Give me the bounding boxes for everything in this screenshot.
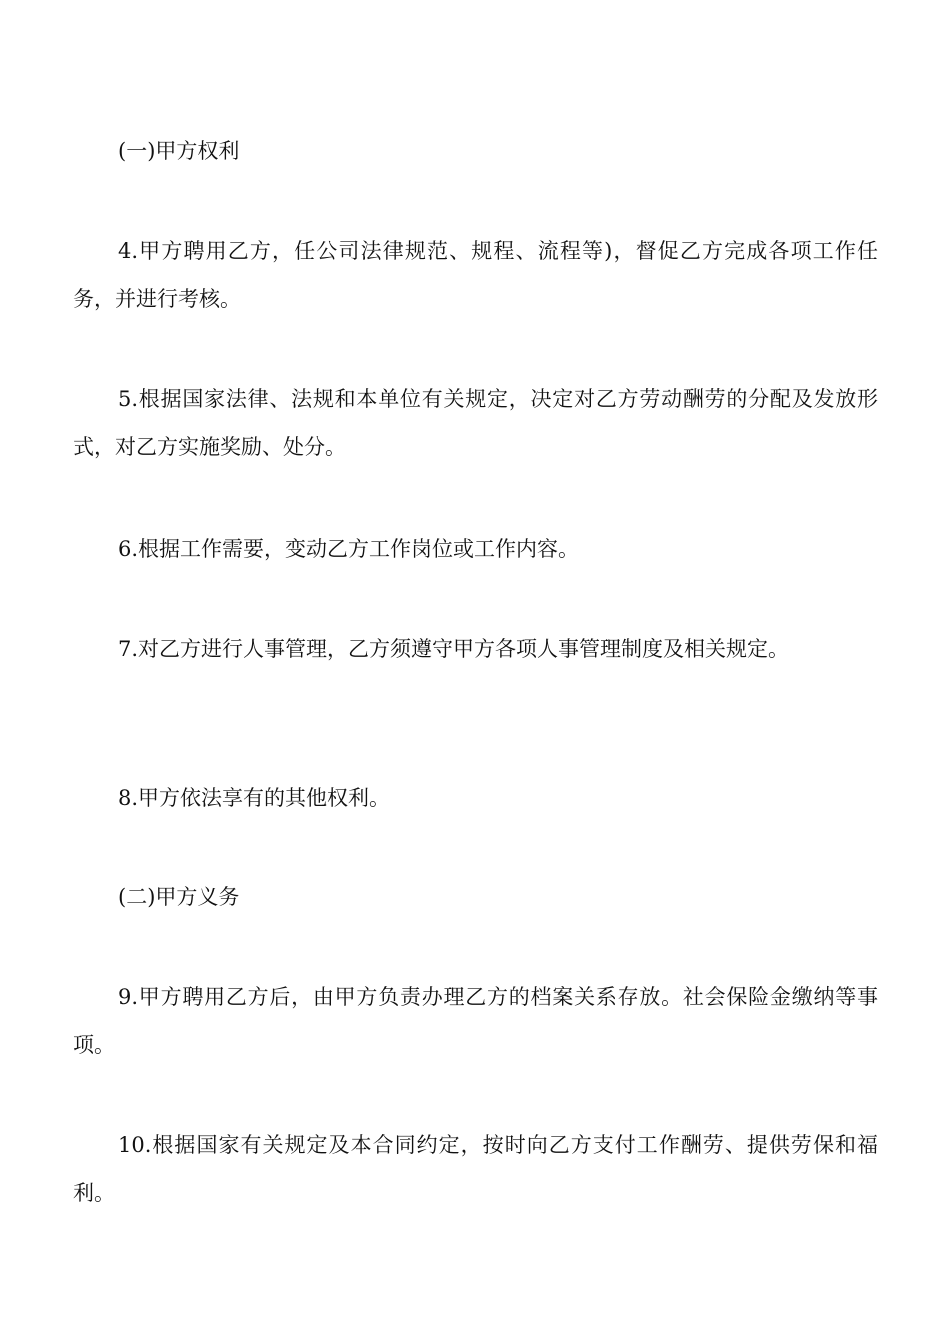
section-heading-obligations: (二)甲方义务 bbox=[118, 885, 240, 909]
clause-6-paragraph: 6.根据工作需要，变动乙方工作岗位或工作内容。 bbox=[118, 537, 580, 561]
clause-4-paragraph: 4.甲方聘用乙方，任公司法律规范、规程、流程等)，督促乙方完成各项工作任务，并进行考核。 bbox=[73, 239, 878, 311]
clause-7-paragraph: 7.对乙方进行人事管理，乙方须遵守甲方各项人事管理制度及相关规定。 bbox=[118, 637, 790, 661]
clause-9-paragraph: 9.甲方聘用乙方后，由甲方负责办理乙方的档案关系存放。社会保险金缴纳等事项。 bbox=[73, 985, 878, 1057]
section-heading-rights: (一)甲方权利 bbox=[118, 139, 240, 163]
clause-10-paragraph: 10.根据国家有关规定及本合同约定，按时向乙方支付工作酬劳、提供劳保和福利。 bbox=[73, 1133, 878, 1205]
clause-8-paragraph: 8.甲方依法享有的其他权利。 bbox=[118, 786, 391, 810]
clause-5-paragraph: 5.根据国家法律、法规和本单位有关规定，决定对乙方劳动酬劳的分配及发放形式，对乙方实施奖励、处分。 bbox=[73, 387, 878, 459]
